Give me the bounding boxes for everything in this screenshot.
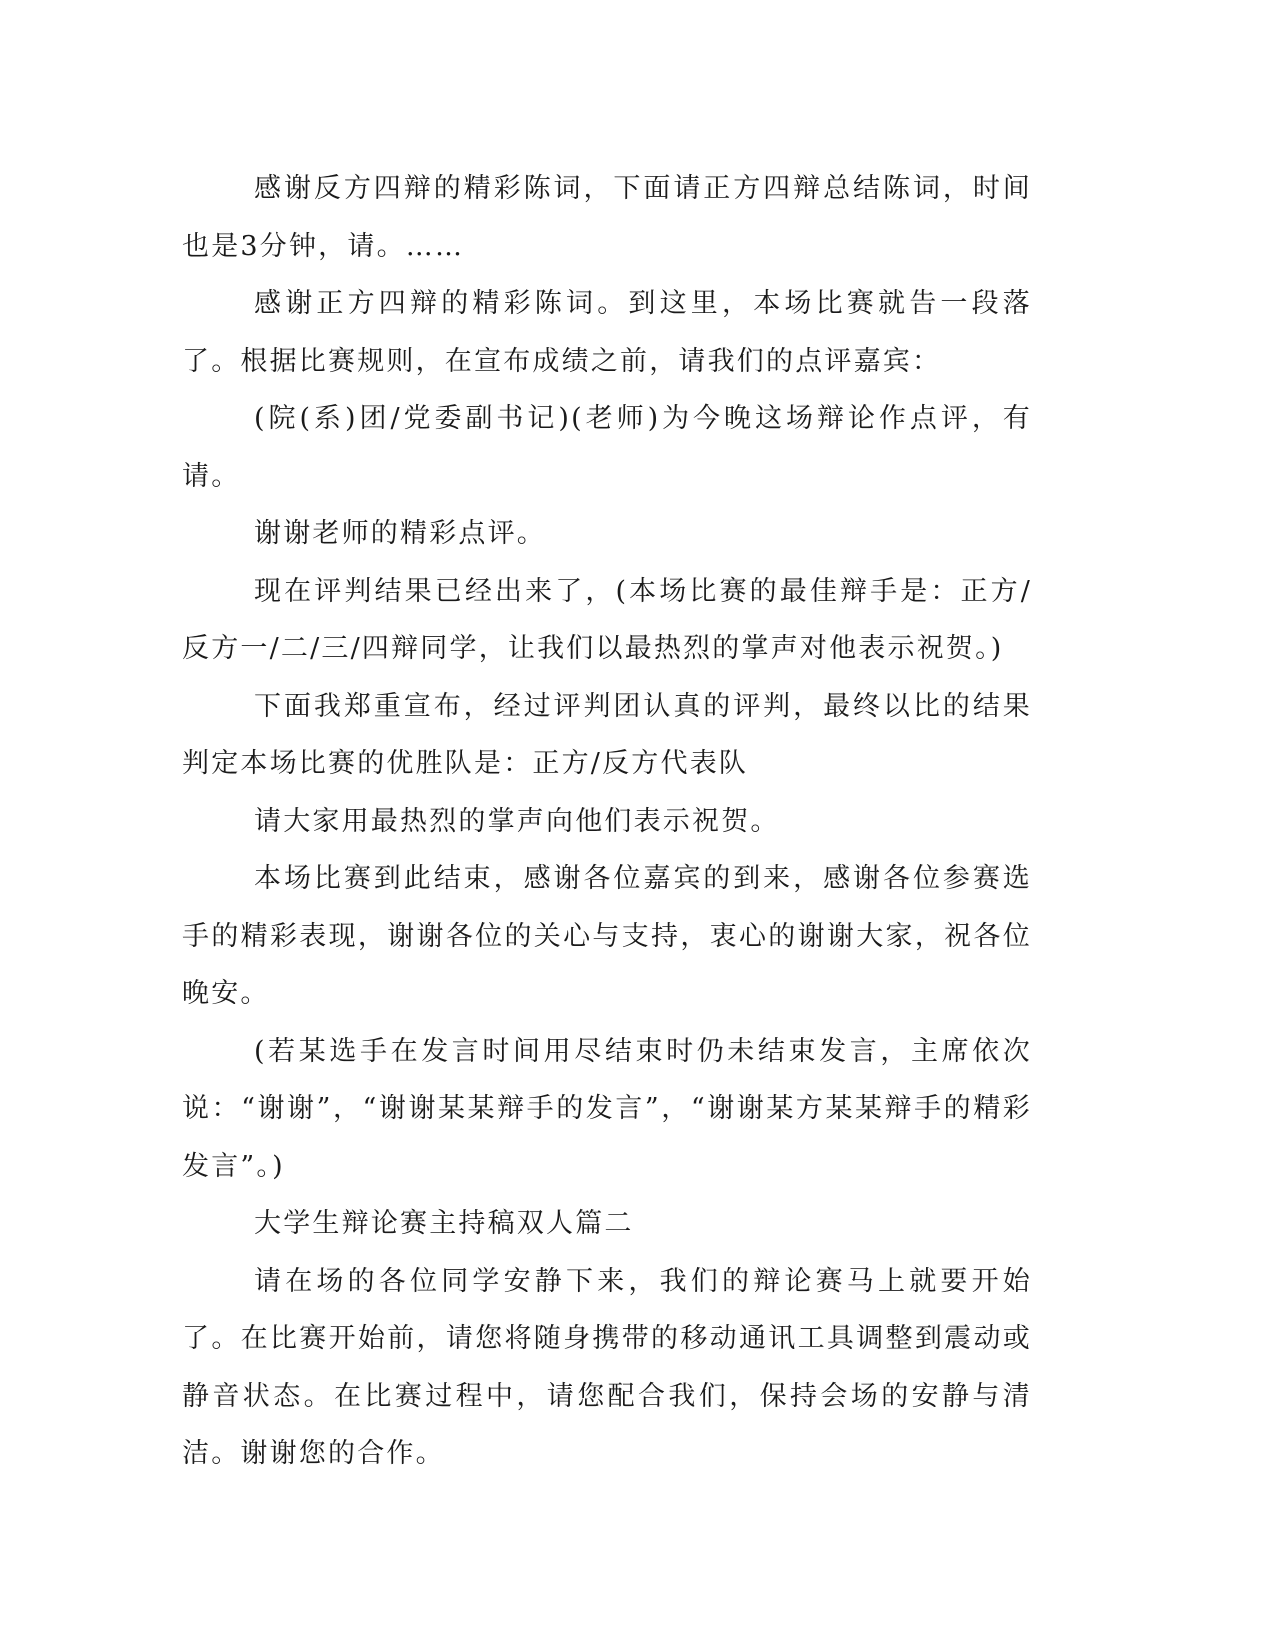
paragraph-winning-team: 下面我郑重宣布，经过评判团认真的评判，最终以比的结果判定本场比赛的优胜队是：正方/反方代表队 (182, 690, 1032, 779)
paragraph-thank-teacher: 谢谢老师的精彩点评。 (254, 518, 546, 549)
paragraph-applause: 请大家用最热烈的掌声向他们表示祝贺。 (254, 805, 780, 837)
document-body (182, 160, 1032, 1483)
paragraph-closing-con-fourth: 感谢反方四辩的精彩陈词，下面请正方四辩总结陈词，时间也是3分钟，请。…… (182, 173, 1032, 262)
paragraph-time-rule-note: (若某选手在发言时间用尽结束时仍未结束发言，主席依次说：“谢谢”，“谢谢某某辩手的发言”，“谢谢某方某某辩手的精彩发言”。) (182, 1035, 1032, 1182)
paragraph-match-end: 本场比赛到此结束，感谢各位嘉宾的到来，感谢各位参赛选手的精彩表现，谢谢各位的关心与支持，衷心的谢谢大家，祝各位晚安。 (182, 863, 1032, 1009)
paragraph-match-concluded: 感谢正方四辩的精彩陈词。到这里，本场比赛就告一段落了。根据比赛规则，在宣布成绩之前，请我们的点评嘉宾： (182, 288, 1032, 377)
section-heading: 大学生辩论赛主持稿双人篇二 (254, 1208, 634, 1239)
paragraph-invite-judge: (院(系)团/党委副书记)(老师)为今晚这场辩论作点评，有请。 (182, 403, 1032, 492)
paragraph-best-debater: 现在评判结果已经出来了，(本场比赛的最佳辩手是：正方/反方一/二/三/四辩同学，让我们以最热烈的掌声对他表示祝贺。) (182, 575, 1032, 664)
paragraph-opening-notice: 请在场的各位同学安静下来，我们的辩论赛马上就要开始了。在比赛开始前，请您将随身携带的移动通讯工具调整到震动或静音状态。在比赛过程中，请您配合我们，保持会场的安静与清洁。谢谢您的合作。 (182, 1265, 1032, 1469)
